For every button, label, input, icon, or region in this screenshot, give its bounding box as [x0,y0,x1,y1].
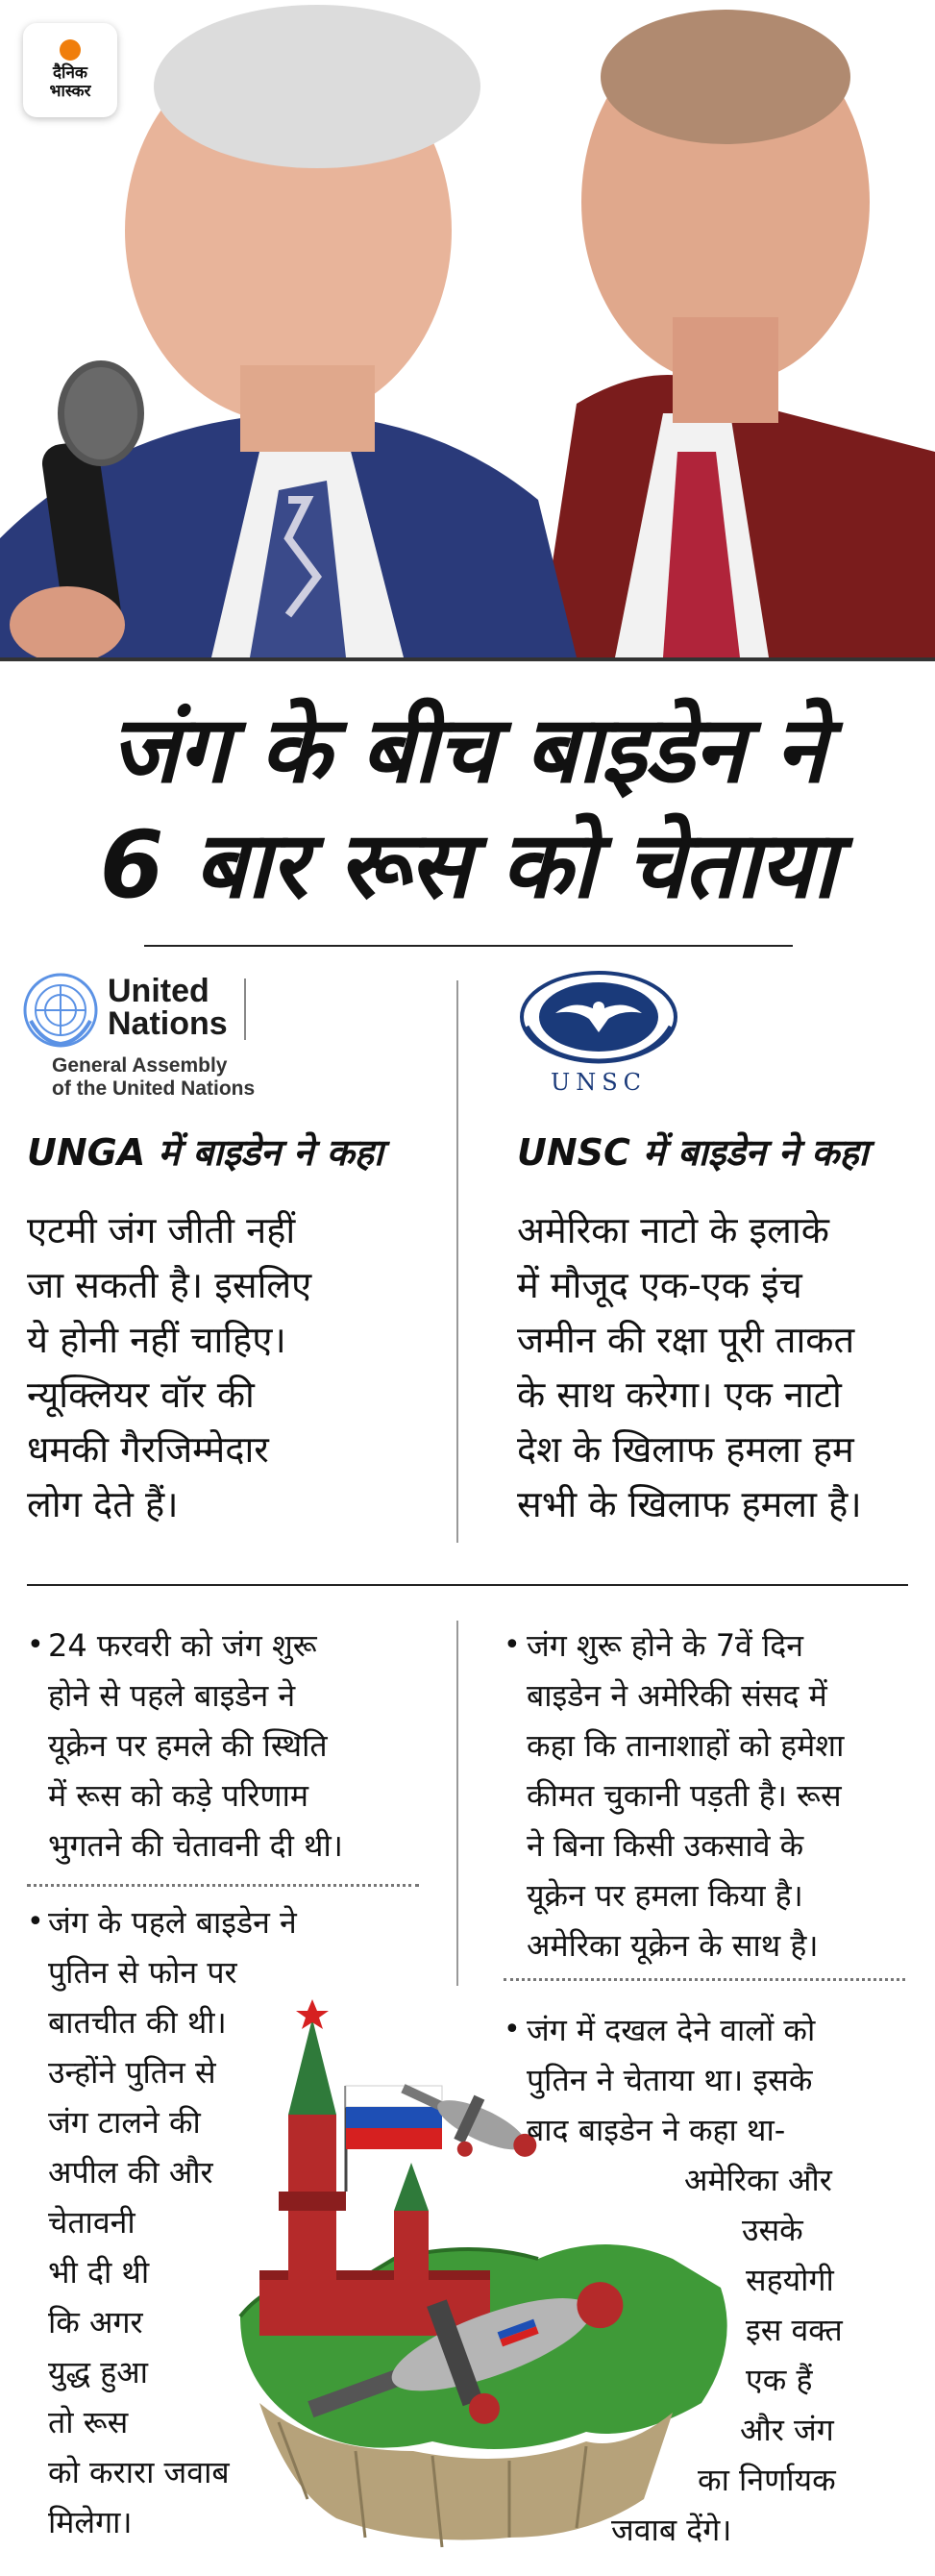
un-name-line2: Nations [108,1005,228,1042]
page-title [0,692,935,923]
quote-line: जा सकती है। इसलिए [27,1264,312,1306]
quote-line: अमेरिका नाटो के इलाके [517,1209,829,1251]
bullet-line: जवाब देंगे। [611,2512,732,2548]
quote-line: एटमी जंग जीती नहीं [27,1209,296,1251]
bullet-line: मिलेगा। [48,2504,133,2540]
bullet-line: भुगतने की चेतावनी दी थी। [48,1827,343,1864]
bullet-line: का निर्णायक [698,2462,836,2498]
bullet-line: बातचीत की थी। [48,2004,227,2041]
un-name-line1: United [108,973,209,1009]
un-subtitle [52,1054,255,1101]
bullet-line: अमेरिका और [684,2162,832,2198]
quote-line: धमकी गैरजिम्मेदार [27,1428,269,1471]
unsc-logo [517,969,680,1099]
unsc-text: UNSC [550,1069,648,1096]
bullet-line: अपील की और [48,2154,213,2191]
hero-image [0,0,935,657]
sun-icon [60,39,81,61]
bullet-line: उन्होंने पुतिन से [48,2054,216,2091]
title-line2: 6 बार रूस को चेताया [99,811,836,919]
bullet-line: में रूस को कड़े परिणाम [48,1777,308,1814]
bullet-line: यूक्रेन पर हमले की स्थिति [48,1727,328,1764]
dotted-separator-right [504,1978,905,1981]
bullet-line: कीमत चुकानी पड़ती है। रूस [527,1777,842,1814]
quote-line: ये होनी नहीं चाहिए। [27,1319,286,1361]
quote-line: देश के खिलाफ हमला हम [517,1428,854,1471]
bullet-line: जंग में दखल देने वालों को [527,2012,816,2048]
unsc-quote [517,1203,930,1532]
bullet-line: एक हैं [746,2362,813,2398]
bullet-line: भी दी थी [48,2254,150,2291]
bullet-line: कहा कि तानाशाहों को हमेशा [527,1727,845,1764]
column-divider-top [456,980,458,1543]
bullet-line: चेतावनी [48,2204,135,2241]
un-emblem-icon [23,973,98,1048]
bullet-line: पुतिन से फोन पर [48,1954,237,1991]
unsc-emblem-icon [517,969,680,1065]
unga-quote [27,1203,431,1532]
quote-line: सभी के खिलाफ हमला है। [517,1483,862,1525]
hero-divider [0,657,935,661]
bullet-line: उसके [742,2212,803,2248]
bullet-line: युद्ध हुआ [48,2354,148,2390]
logo-text-line1: दैनिक [53,63,87,83]
bullet-line: होने से पहले बाइडेन ने [48,1677,296,1714]
bullet-line: कि अगर [48,2304,143,2341]
bullet-line: सहयोगी [746,2262,834,2298]
section-divider [27,1584,908,1586]
un-sub-line2: of the United Nations [52,1077,256,1100]
un-logo-divider [244,978,246,1040]
bullet-dot-icon: • [27,1905,44,1939]
bullet-line: यूक्रेन पर हमला किया है। [527,1877,803,1914]
logo-text-line2: भास्कर [49,82,91,101]
un-general-assembly-logo [23,973,302,1100]
bullet-line: 24 फरवरी को जंग शुरू [48,1627,317,1664]
column-divider-bottom [456,1621,458,1986]
leaders-illustration [0,0,935,657]
bullet-line: इस वक्त [746,2312,843,2348]
unsc-heading: UNSC में बाइडेन ने कहा [517,1131,869,1174]
bullet-dot-icon: • [504,1628,521,1662]
bullet-line: बाद बाइडेन ने कहा था- [527,2112,786,2148]
dotted-separator-left [27,1884,419,1887]
bullet-dot-icon: • [27,1628,44,1662]
bullet-line: और जंग [740,2412,834,2448]
un-sub-line1: General Assembly [52,1054,228,1077]
bullet-line: जंग के पहले बाइडेन ने [48,1904,297,1941]
bullet-line: तो रूस [48,2404,129,2440]
un-name [108,975,228,1040]
bullet-dot-icon: • [504,2013,521,2046]
left-bullet-1 [48,1621,432,1870]
title-line1: जंग के बीच बाइडेन ने [110,696,825,804]
unga-heading: UNGA में बाइडेन ने कहा [27,1131,383,1174]
bullet-line: बाइडेन ने अमेरिकी संसद में [527,1677,827,1714]
right-bullet-1 [527,1621,930,1970]
bullet-line: को करारा जवाब [48,2454,230,2490]
quote-line: न्यूक्लियर वॉर की [27,1374,255,1416]
quote-line: के साथ करेगा। एक नाटो [517,1374,842,1416]
quote-line: में मौजूद एक-एक इंच [517,1264,802,1306]
bullet-line: पुतिन ने चेताया था। इसके [527,2062,813,2098]
quote-line: जमीन की रक्षा पूरी ताकत [517,1319,855,1361]
bullet-line: अमेरिका यूक्रेन के साथ है। [527,1927,819,1964]
bullet-line: ने बिना किसी उकसावे के [527,1827,804,1864]
title-divider [144,945,793,947]
bullet-line: जंग टालने की [48,2104,201,2141]
bullet-line: जंग शुरू होने के 7वें दिन [527,1627,804,1664]
quote-line: लोग देते हैं। [27,1483,179,1525]
dainik-bhaskar-logo[interactable] [23,23,117,117]
